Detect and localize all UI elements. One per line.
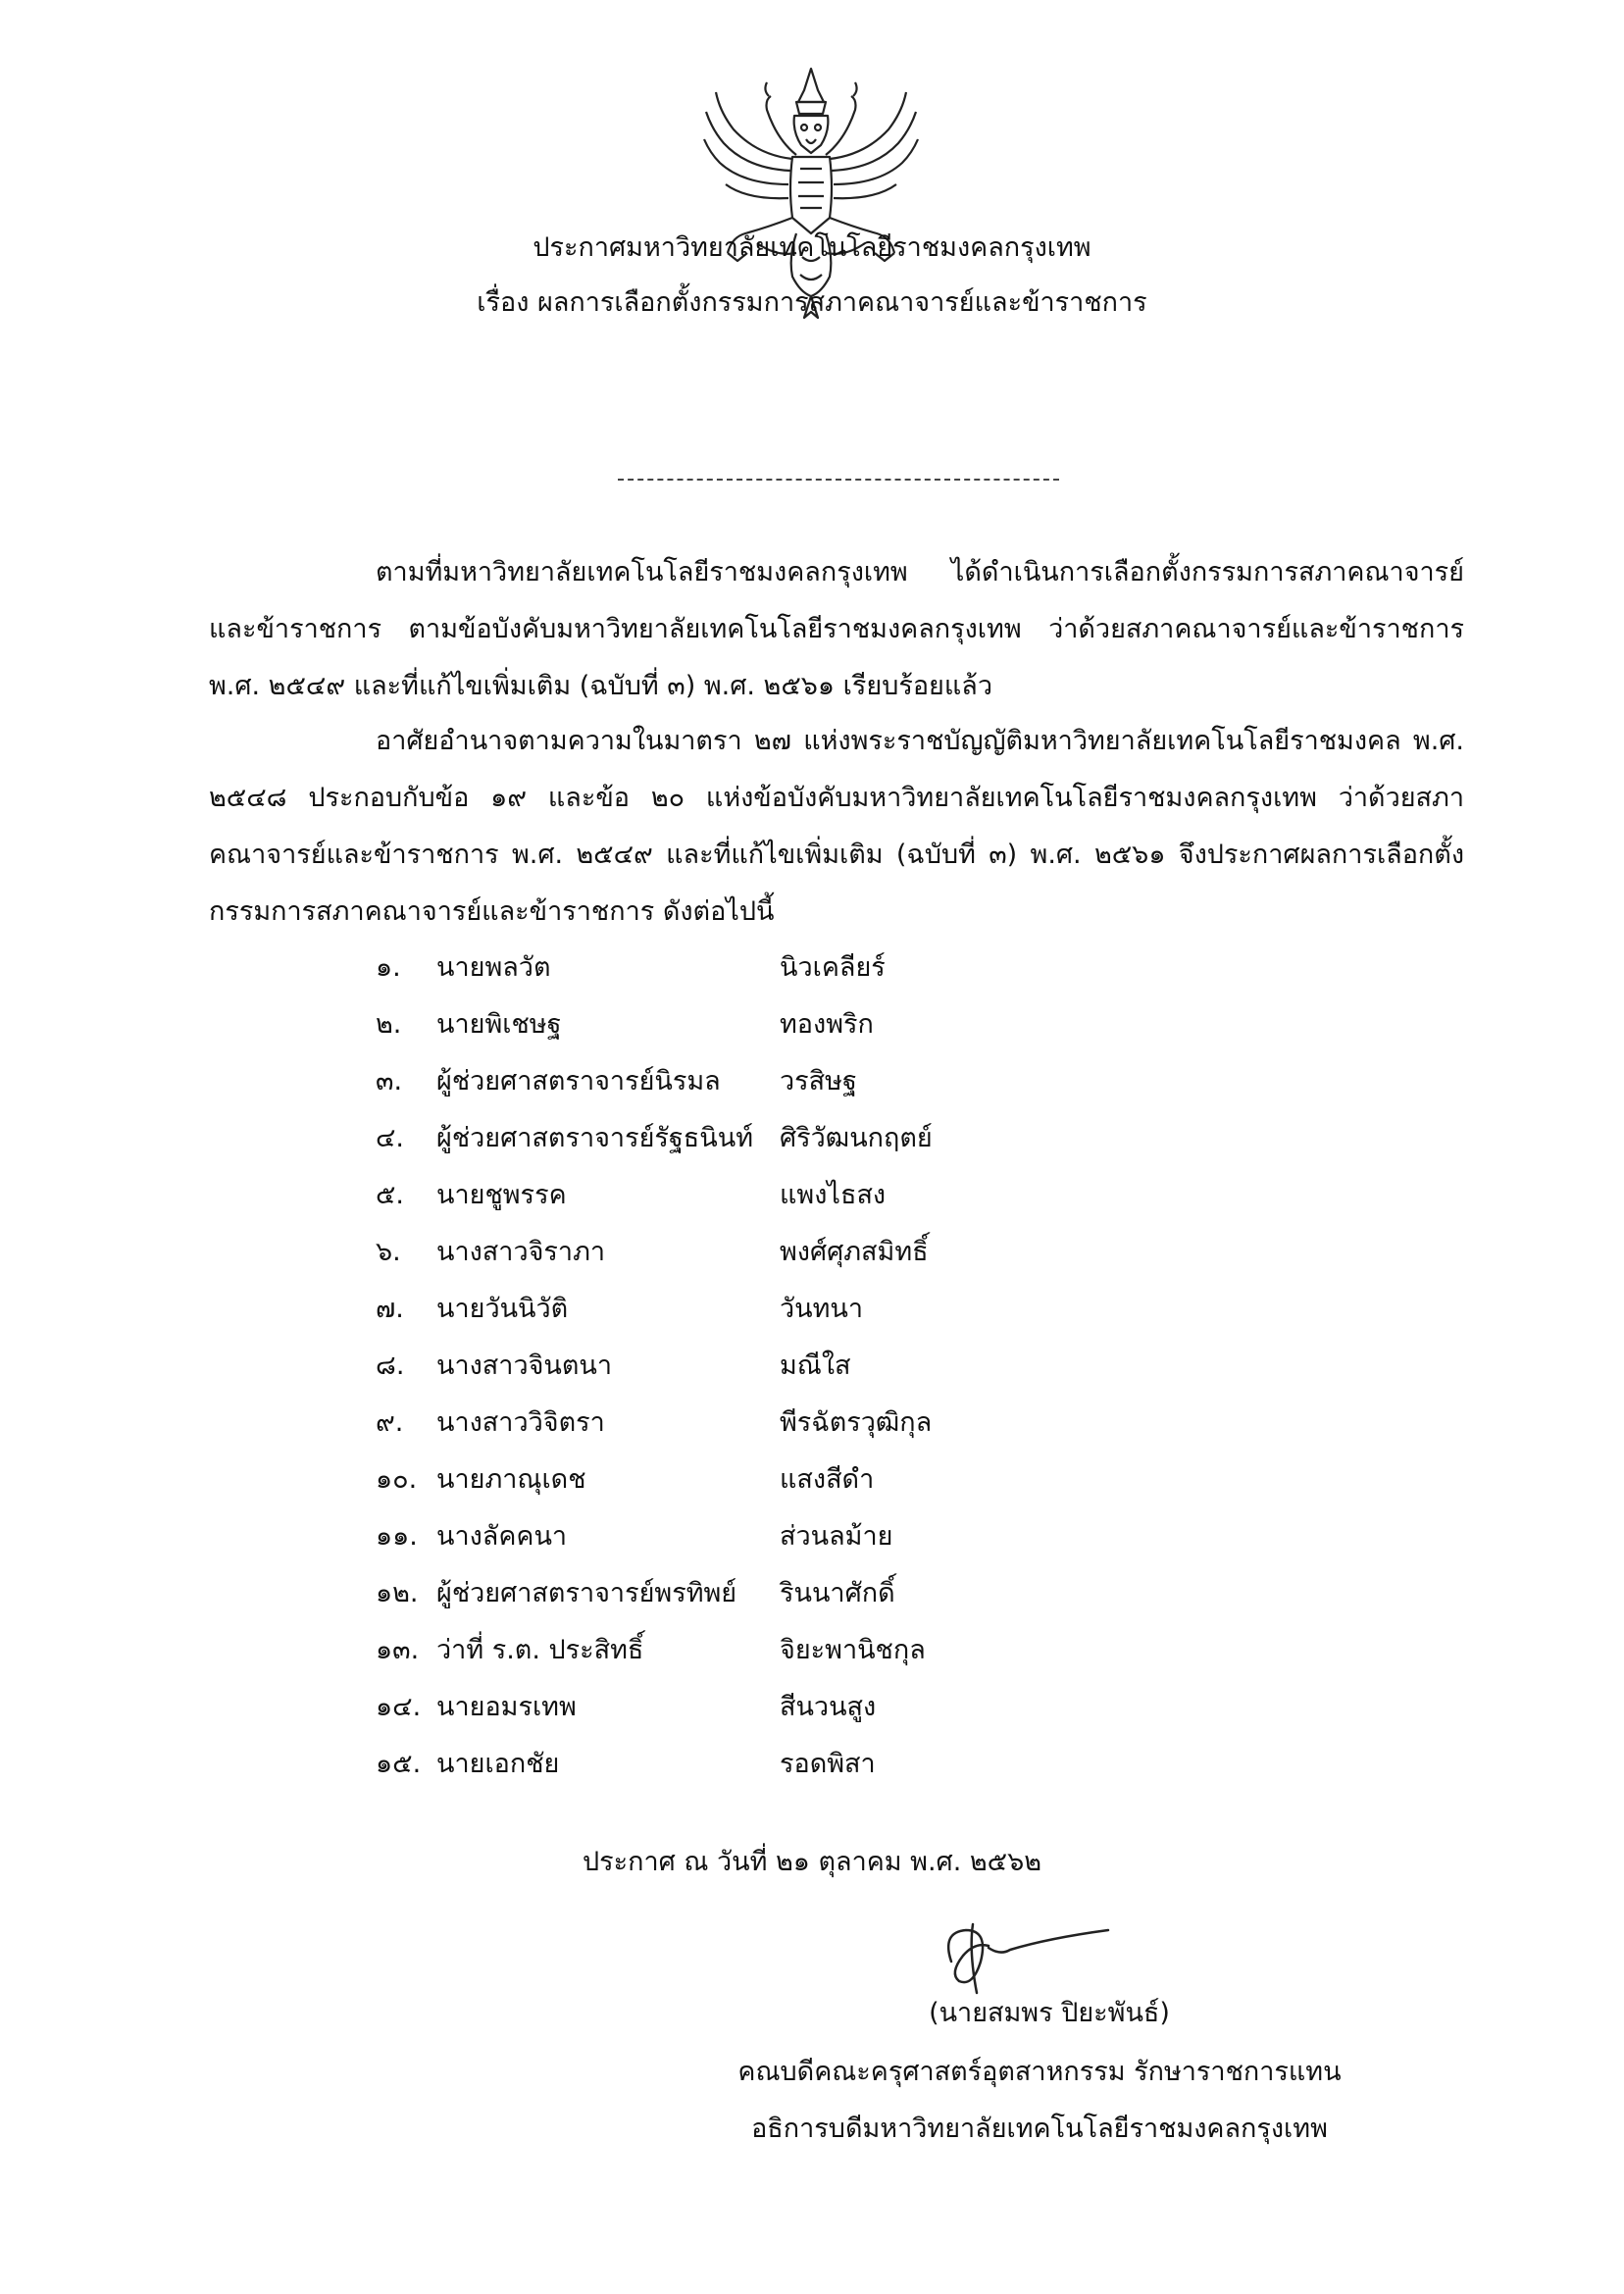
item-number: ๑๑. bbox=[376, 1521, 418, 1552]
body-paragraph-1 bbox=[209, 544, 1464, 715]
item-last-name: แสงสีดำ bbox=[780, 1464, 875, 1495]
body-paragraph-1-text: ตามที่มหาวิทยาลัยเทคโนโลยีราชมงคลกรุงเทพ ได้ดำเนินการเลือกตั้งกรรมการสภาคณาจารย์และข้าราชการ ตามข้อบังคับมหาวิทยาลัยเทคโนโลยีราชมงคลกรุงเทพ ว่าด้วยสภาคณาจารย์และข้าราชการ พ.ศ. ๒๕๔๙ และที่แก้ไขเพิ่มเติม (ฉบับที่ ๓) พ.ศ. ๒๕๖๑ เรียบร้อยแล้ว bbox=[209, 557, 1464, 701]
item-number: ๑๐. bbox=[376, 1464, 418, 1495]
body-paragraph-2 bbox=[209, 713, 1464, 941]
item-last-name: ส่วนลม้าย bbox=[780, 1521, 893, 1552]
list-item bbox=[376, 1395, 1258, 1452]
item-first-name: นางสาวจินตนา bbox=[436, 1351, 613, 1381]
item-first-name: นายชูพรรค bbox=[436, 1180, 567, 1210]
list-item bbox=[376, 1224, 1258, 1281]
item-number: ๑๓. bbox=[376, 1635, 420, 1665]
title-divider bbox=[618, 479, 1059, 481]
list-item bbox=[376, 1565, 1258, 1622]
item-number: ๑๒. bbox=[376, 1578, 419, 1608]
item-last-name: สีนวนสูง bbox=[780, 1692, 877, 1722]
item-last-name: จิยะพานิชกุล bbox=[780, 1635, 926, 1665]
item-first-name: ผู้ช่วยศาสตราจารย์พรทิพย์ bbox=[436, 1578, 737, 1608]
list-item bbox=[376, 996, 1258, 1053]
item-first-name: นายพิเชษฐ bbox=[436, 1009, 562, 1040]
list-item bbox=[376, 1452, 1258, 1508]
list-item bbox=[376, 940, 1258, 996]
item-number: ๔. bbox=[376, 1123, 405, 1153]
item-last-name: ทองพริก bbox=[780, 1009, 874, 1040]
member-list bbox=[376, 940, 1258, 1793]
item-number: ๑๕. bbox=[376, 1749, 422, 1779]
list-item bbox=[376, 1110, 1258, 1167]
item-first-name: นายเอกชัย bbox=[436, 1749, 560, 1779]
item-first-name: นายอมรเทพ bbox=[436, 1692, 577, 1722]
list-item bbox=[376, 1508, 1258, 1565]
item-number: ๒. bbox=[376, 1009, 402, 1040]
item-last-name: วรสิษฐ bbox=[780, 1066, 857, 1096]
item-last-name: รอดพิสา bbox=[780, 1749, 876, 1779]
list-item bbox=[376, 1736, 1258, 1793]
item-first-name: ว่าที่ ร.ต. ประสิทธิ์ bbox=[436, 1635, 644, 1665]
item-number: ๑๔. bbox=[376, 1692, 422, 1722]
list-item bbox=[376, 1679, 1258, 1736]
item-first-name: นายวันนิวัติ bbox=[436, 1294, 569, 1324]
list-item bbox=[376, 1338, 1258, 1395]
signer-name: (นายสมพร ปิยะพันธ์) bbox=[929, 1998, 1170, 2028]
item-first-name: นางสาวจิราภา bbox=[436, 1237, 606, 1267]
signer-position-1: คณบดีคณะครุศาสตร์อุตสาหกรรม รักษาราชการแทน bbox=[737, 2057, 1342, 2087]
item-last-name: มณีใส bbox=[780, 1351, 851, 1381]
item-number: ๑. bbox=[376, 952, 401, 983]
item-number: ๗. bbox=[376, 1294, 404, 1324]
item-first-name: นายภาณุเดช bbox=[436, 1464, 586, 1495]
body-paragraph-2-text: อาศัยอำนาจตามความในมาตรา ๒๗ แห่งพระราชบัญญัติมหาวิทยาลัยเทคโนโลยีราชมงคล พ.ศ. ๒๕๔๘ ประกอบกับข้อ ๑๙ และข้อ ๒๐ แห่งข้อบังคับมหาวิทยาลัยเทคโนโลยีราชมงคลกรุงเทพ ว่าด้วยสภาคณาจารย์และข้าราชการ พ.ศ. ๒๕๔๙ และที่แก้ไขเพิ่มเติม (ฉบับที่ ๓) พ.ศ. ๒๕๖๑ จึงประกาศผลการเลือกตั้งกรรมการสภาคณาจารย์และข้าราชการ ดังต่อไปนี้ bbox=[209, 726, 1464, 927]
item-number: ๕. bbox=[376, 1180, 405, 1210]
list-item bbox=[376, 1167, 1258, 1224]
list-item bbox=[376, 1053, 1258, 1110]
item-last-name: พงศ์ศุภสมิทธิ์ bbox=[780, 1237, 929, 1267]
item-number: ๖. bbox=[376, 1237, 401, 1267]
item-last-name: พีรฉัตรวุฒิกุล bbox=[780, 1407, 933, 1438]
item-last-name: วันทนา bbox=[780, 1294, 864, 1324]
item-last-name: รินนาศักดิ์ bbox=[780, 1578, 895, 1608]
item-first-name: นายพลวัต bbox=[436, 952, 551, 983]
item-last-name: ศิริวัฒนกฤตย์ bbox=[780, 1123, 933, 1153]
signer-position-2: อธิการบดีมหาวิทยาลัยเทคโนโลยีราชมงคลกรุงเทพ bbox=[751, 2114, 1328, 2144]
announcement-date: ประกาศ ณ วันที่ ๒๑ ตุลาคม พ.ศ. ๒๕๖๒ bbox=[582, 1847, 1042, 1877]
announcement-title: ประกาศมหาวิทยาลัยเทคโนโลยีราชมงคลกรุงเทพ bbox=[533, 232, 1091, 263]
announcement-subject: เรื่อง ผลการเลือกตั้งกรรมการสภาคณาจารย์และข้าราชการ bbox=[477, 287, 1147, 318]
item-last-name: นิวเคลียร์ bbox=[780, 952, 886, 983]
item-first-name: ผู้ช่วยศาสตราจารย์รัฐธนินท์ bbox=[436, 1123, 753, 1153]
item-number: ๓. bbox=[376, 1066, 403, 1096]
item-number: ๘. bbox=[376, 1351, 405, 1381]
item-last-name: แพงไธสง bbox=[780, 1180, 887, 1210]
list-item bbox=[376, 1622, 1258, 1679]
handwritten-signature bbox=[912, 1912, 1128, 2001]
item-first-name: ผู้ช่วยศาสตราจารย์นิรมล bbox=[436, 1066, 721, 1096]
item-first-name: นางลัคคนา bbox=[436, 1521, 568, 1552]
item-first-name: นางสาววิจิตรา bbox=[436, 1407, 605, 1438]
list-item bbox=[376, 1281, 1258, 1338]
item-number: ๙. bbox=[376, 1407, 404, 1438]
